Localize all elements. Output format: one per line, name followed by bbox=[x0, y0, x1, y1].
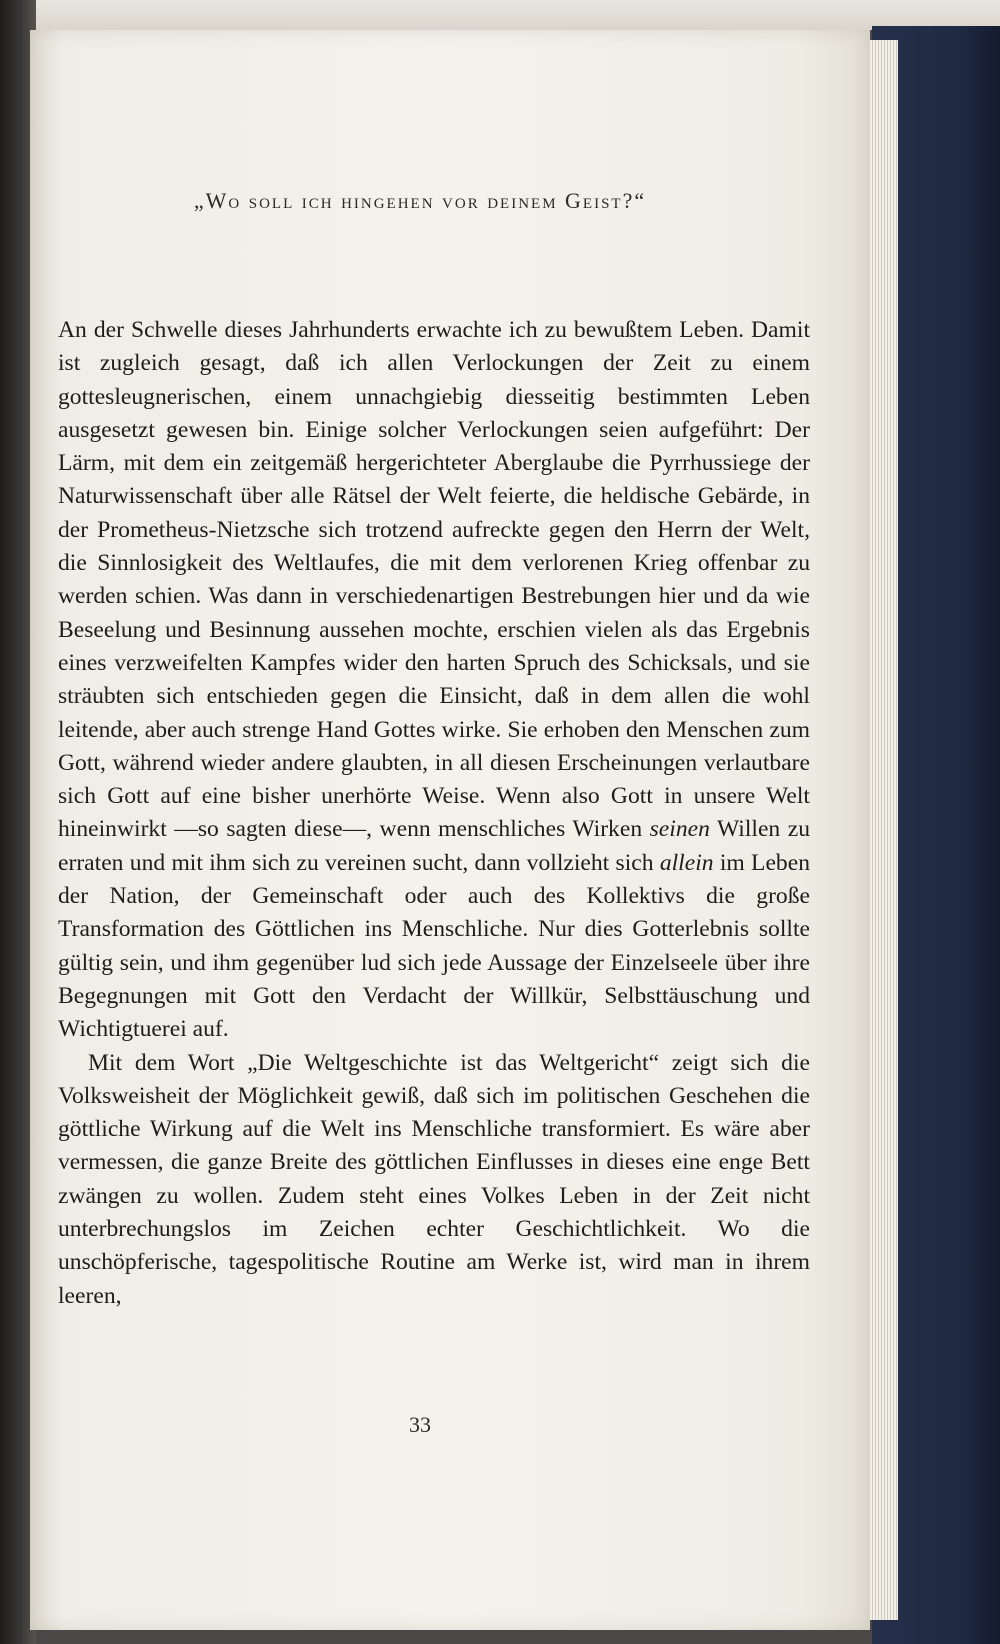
paragraph-1-part-1: An der Schwelle dieses Jahrhunderts erwachte ich zu bewußtem Leben. Damit ist zugleich gesagt, daß ich allen Verlockungen der Zeit zu einem gottesleugnerischen, einem unnachgiebig diesseitig bestimmten Leben ausgesetzt gewesen bin. Einige solcher Verlockungen seien aufgeführt: Der Lärm, mit dem ein zeitgemäß hergerichteter Aberglaube die Pyrrhussiege der Naturwissenschaft über alle Rätsel der Welt feierte, die heldische Gebärde, in der Prometheus-Nietzsche sich trotzend aufreckte gegen den Herrn der Welt, die Sinnlosigkeit des Weltlaufes, die mit dem verlorenen Krieg offenbar zu werden schien. Was dann in verschiedenartigen Bestrebungen hier und da wie Beseelung und Besinnung aussehen mochte, erschien vielen als das Ergebnis eines verzweifelten Kampfes wider den harten Spruch des Schicksals, und sie sträubten sich entschieden gegen die Einsicht, daß in dem allen die wohl leitende, aber auch strenge Hand Gottes wirke. Sie erhoben den Menschen zum Gott, während wieder andere glaubten, in all diesen Erscheinungen verlautbare sich Gott auf eine bisher unerhörte Weise. Wenn also Gott in unsere Welt hineinwirkt —so sagten diese—, wenn menschliches Wirken bbox=[58, 317, 810, 843]
page-number: 33 bbox=[409, 1412, 431, 1437]
paragraph-1-part-2: Willen zu erraten und mit ihm sich zu vereinen sucht, dann vollzieht sich bbox=[58, 816, 810, 876]
body-text bbox=[58, 314, 810, 1313]
emphasis-seinen: seinen bbox=[649, 816, 710, 843]
chapter-heading: „Wo soll ich hingehen vor deinem Geist?“ bbox=[193, 188, 647, 213]
paragraph-2: Mit dem Wort „Die Weltgeschichte ist das Weltgericht“ zeigt sich die Volksweisheit der Möglichkeit gewiß, daß sich im politischen Geschehen die göttliche Wirkung auf die Welt ins Menschliche transformiert. Es wäre aber vermessen, die ganze Breite des göttlichen Einflusses in dieses eine enge Bett zwängen zu wollen. Zudem steht eines Volkes Leben in der Zeit nicht unterbrechungslos im Zeichen echter Geschichtlichkeit. Wo die unschöpferische, tagespolitische Routine am Werke ist, wird man in ihrem leeren, bbox=[58, 1049, 810, 1309]
paragraph-1-part-3: im Leben der Nation, der Gemeinschaft oder auch des Kollektivs die große Transformation des Göttlichen ins Menschliche. Nur dies Gotterlebnis sollte gültig sein, und ihm gegenüber lud sich jede Aussage der Einzelseele über ihre Begegnungen mit Gott den Verdacht der Willkür, Selbsttäuschung und Wichtigtuerei auf. bbox=[58, 849, 810, 1043]
background-top-edge bbox=[0, 0, 1000, 30]
book-page bbox=[30, 30, 870, 1630]
emphasis-allein: allein bbox=[659, 849, 714, 876]
paragraph-1 bbox=[58, 314, 810, 1047]
